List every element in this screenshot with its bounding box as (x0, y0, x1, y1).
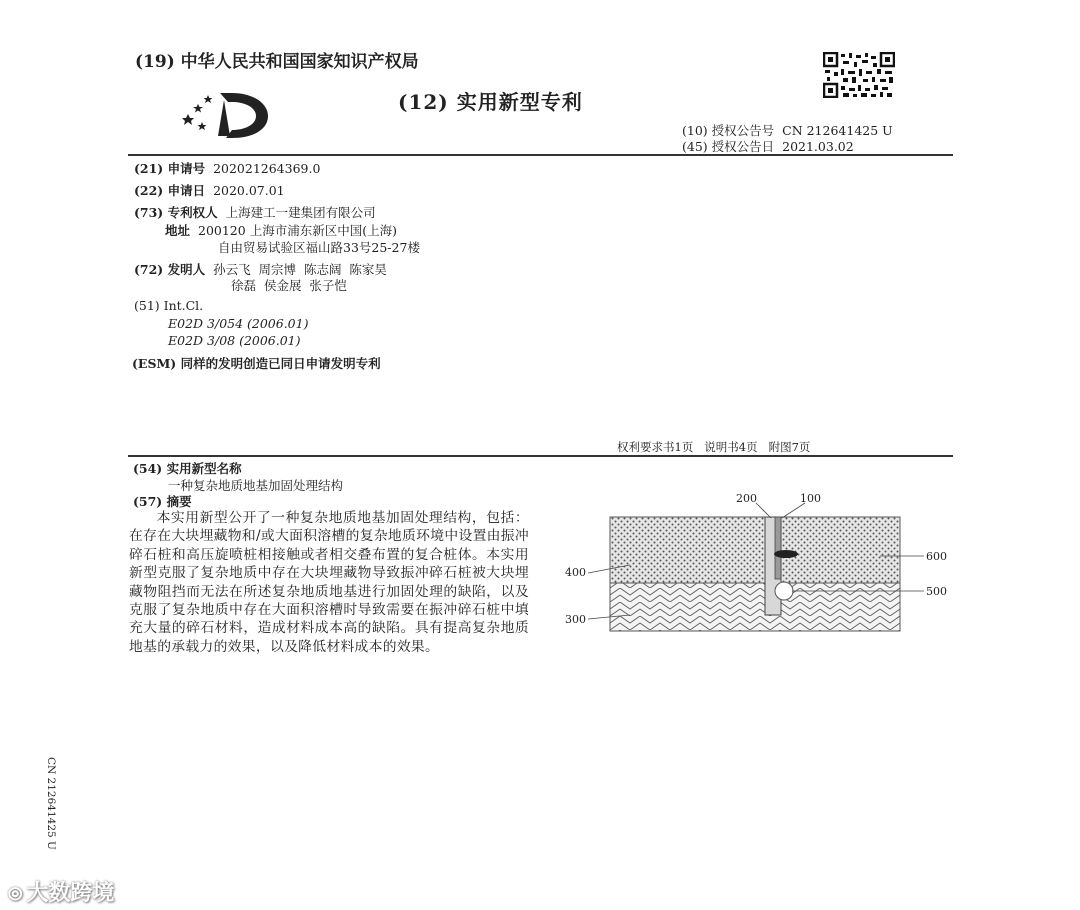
publication-date-value: 2021.03.02 (782, 139, 854, 154)
section-rule (128, 455, 953, 457)
address (165, 221, 397, 239)
application-number (134, 159, 320, 177)
application-number-value: 202021264369.0 (213, 161, 321, 176)
upper-soil-layer (610, 517, 900, 583)
inventors-label: (72) 发明人 (134, 262, 206, 277)
cnipa-logo-icon (180, 90, 275, 140)
address-label: 地址 (165, 223, 191, 238)
title-label: (54) 实用新型名称 (133, 461, 242, 476)
address-line-2: 自由贸易试验区福山路33号25-27楼 (218, 240, 420, 255)
bottom-void (775, 582, 793, 600)
watermark (8, 876, 114, 907)
side-publication-number: CN 212641425 U (45, 757, 57, 850)
inner-pile (775, 517, 781, 579)
abstract-figure (560, 490, 960, 640)
esm-note: (ESM) 同样的发明创造已同日申请发明专利 (132, 356, 381, 371)
abstract-label: (57) 摘要 (133, 494, 192, 509)
address-line-1: 200120 上海市浦东新区中国(上海) (198, 223, 397, 238)
filing-date-value: 2020.07.01 (213, 183, 285, 198)
abstract-text: 本实用新型公开了一种复杂地质地基加固处理结构，包括：在存在大块埋藏物和/或大面积溶槽的复杂地质环境中设置由振冲碎石桩和高压旋喷桩相接触或者相交叠布置的复合桩体。本实用新型克服了复杂地质中存在大块埋藏物导致振冲碎石桩被大块埋藏物阻挡而无法在所述复杂地质地基进行加固处理的缺陷，以及克服了复杂地质中存在大面积溶槽时导致需要在振冲碎石桩中填充大量的碎石材料，造成材料成本高的缺陷。具有提高复杂地质地基的承载力的效果，以及降低材料成本的效果。 (129, 510, 529, 655)
inventors-line-2: 徐磊 侯金展 张子恺 (231, 278, 347, 293)
spray-bulb (774, 550, 798, 558)
filing-date (134, 181, 285, 199)
label-300: 300 (565, 613, 586, 626)
header-rule (128, 154, 953, 156)
publication-date-label: (45) 授权公告日 (682, 139, 775, 154)
label-400: 400 (565, 566, 586, 579)
publication-date (682, 137, 854, 155)
label-100: 100 (800, 492, 821, 505)
qr-code-icon (823, 52, 895, 98)
patentee-label: (73) 专利权人 (134, 205, 218, 220)
application-number-label: (21) 申请号 (134, 161, 206, 176)
inventors-line-1: 孙云飞 周宗博 陈志阔 陈家昊 (213, 262, 387, 277)
ipc-label: (51) Int.Cl. (134, 298, 204, 313)
publication-number-label: (10) 授权公告号 (682, 123, 775, 138)
ipc-class-1: E02D 3/054 (2006.01) (168, 316, 309, 331)
page-counts: 权利要求书1页 说明书4页 附图7页 (617, 440, 811, 454)
watermark-text: 大数跨境 (26, 881, 115, 906)
lower-rock-layer (610, 583, 900, 631)
label-600: 600 (926, 550, 947, 563)
ipc-class-2: E02D 3/08 (2006.01) (168, 333, 301, 348)
patentee-value: 上海建工一建集团有限公司 (225, 205, 376, 220)
watermark-logo-icon: ⦾ (8, 884, 23, 905)
label-200: 200 (736, 492, 757, 505)
filing-date-label: (22) 申请日 (134, 183, 206, 198)
office-name: (19) 中华人民共和国国家知识产权局 (135, 52, 419, 72)
document-type-title: (12) 实用新型专利 (398, 90, 583, 114)
patentee (134, 203, 376, 221)
publication-number-value: CN 212641425 U (782, 123, 893, 138)
label-500: 500 (926, 585, 947, 598)
utility-model-title: 一种复杂地质地基加固处理结构 (168, 478, 344, 493)
